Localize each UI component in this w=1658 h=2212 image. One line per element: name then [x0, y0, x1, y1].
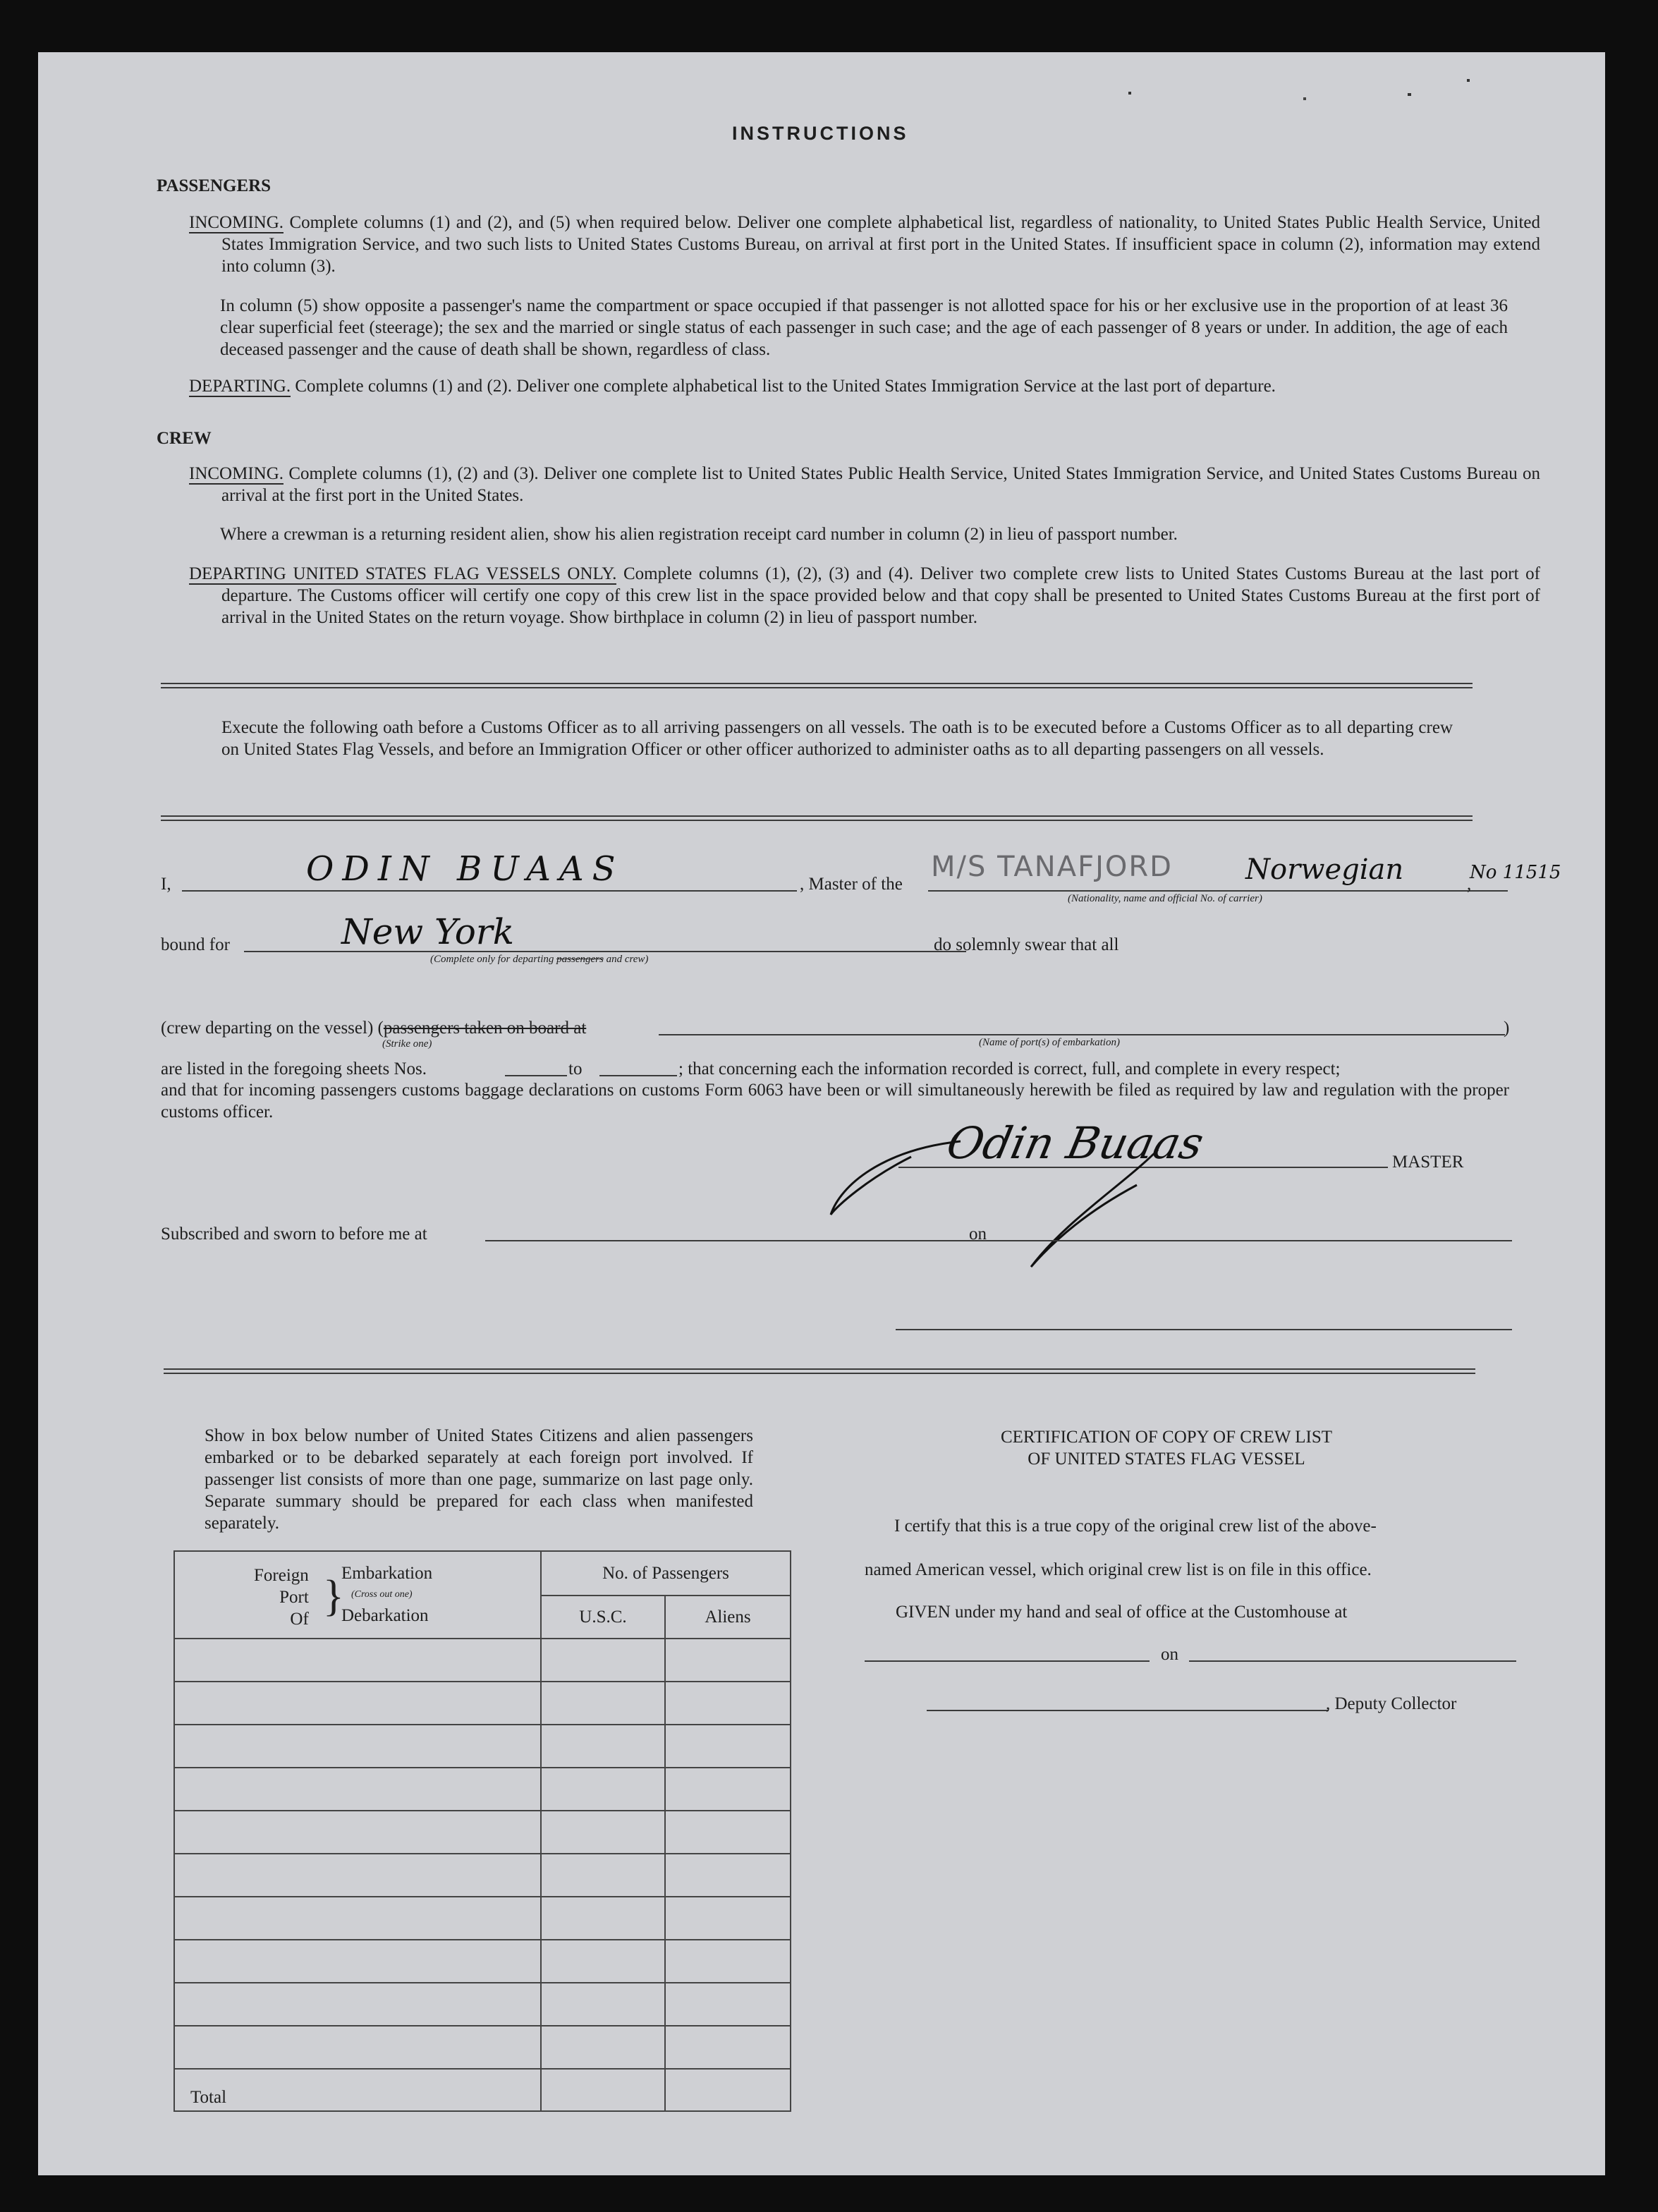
port-cell[interactable] [174, 1639, 541, 1682]
swear-label: do solemnly swear that all [934, 935, 1119, 954]
crew-incoming-paragraph [189, 463, 1540, 506]
usc-cell[interactable] [541, 1811, 665, 1854]
master-of-label: , Master of the [800, 875, 903, 894]
crew-departing-option [161, 1017, 586, 1039]
master-label: MASTER [1392, 1153, 1464, 1172]
document-page [38, 52, 1605, 2175]
table-row [174, 1725, 791, 1768]
subscribed-label: Subscribed and sworn to before me at [161, 1224, 427, 1244]
aliens-cell[interactable] [665, 2026, 791, 2069]
usc-cell[interactable] [541, 1639, 665, 1682]
passengers-heading: PASSENGERS [157, 176, 272, 195]
certification-line3: GIVEN under my hand and seal of office at the Customhouse at [896, 1603, 1348, 1622]
passengers-count-header: No. of Passengers [541, 1551, 791, 1596]
subscribed-on-label: on [969, 1224, 987, 1244]
passengers-departing-text: Complete columns (1) and (2). Deliver one complete alphabetical list to the United States Immigration Service at the last port of departure. [295, 377, 1276, 396]
sheet-to-line [599, 1075, 677, 1076]
table-row [174, 1768, 791, 1811]
aliens-cell[interactable] [665, 1854, 791, 1897]
port-cell[interactable] [174, 1897, 541, 1940]
table-row [174, 1940, 791, 1983]
ports-caption: (Name of port(s) of embarkation) [979, 1037, 1120, 1048]
passengers-column5-paragraph: In column (5) show opposite a passenger's name the compartment or space occupied if that passenger is not allotted space for his or her exclusive use in the proportion of at least 36 clear superficial feet (steerage); the sex and the married or single status of each passenger in such case; and the age of each passenger of 8 years or under. In addition, the age of each deceased passenger and the cause of death shall be shown, regardless of class. [220, 296, 1508, 359]
sheets-label: are listed in the foregoing sheets Nos. [161, 1059, 427, 1078]
crew-heading: CREW [157, 429, 212, 448]
usc-header: U.S.C. [541, 1596, 665, 1639]
crew-departing-paragraph [189, 563, 1540, 628]
table-row [174, 1811, 791, 1854]
crew-incoming-label: INCOMING. [189, 464, 284, 483]
complete-caption [430, 954, 648, 966]
oath-instruction: Execute the following oath before a Customs Officer as to all arriving passengers on all vessels. The oath is to be executed before a Customs Officer as to all departing crew on United States Flag Vessels, and before an Immigration Officer or other officer authorized to administer oaths as to all departing passengers on all vessels. [221, 718, 1453, 759]
of-label: Of [290, 1610, 309, 1629]
double-rule [161, 683, 1473, 688]
complete-caption-pre: (Complete only for departing [430, 954, 554, 965]
crew-departing-text: Complete columns (1), (2), (3) and (4). Deliver two complete crew lists to United States Customs Bureau at the last port of departure. The Customs officer will certify one copy of this crew list in the space provided below and that copy shall be presented to United States Customs Bureau at the first port of arrival in the United States on the return voyage. Show birthplace in column (2) in lieu of passport number. [221, 564, 1540, 627]
aliens-cell[interactable] [665, 1639, 791, 1682]
port-cell[interactable] [174, 1682, 541, 1725]
passengers-departing-paragraph [189, 375, 1508, 397]
customhouse-line [865, 1660, 1150, 1662]
complete-caption-post: and crew) [606, 954, 649, 965]
destination-handwritten: New York [341, 911, 514, 952]
usc-cell[interactable] [541, 1725, 665, 1768]
table-row [174, 1897, 791, 1940]
crew-departing-label: (crew departing on the vessel) ( [161, 1019, 384, 1038]
passengers-departing-label: DEPARTING. [189, 377, 291, 396]
brace-icon: } [323, 1572, 344, 1620]
to-label: to [568, 1059, 583, 1078]
aliens-header: Aliens [665, 1596, 791, 1639]
aliens-cell[interactable] [665, 1768, 791, 1811]
close-paren: ) [1504, 1019, 1510, 1038]
certification-heading [814, 1426, 1519, 1470]
subscribed-place-line [485, 1240, 997, 1241]
sheet-from-line [505, 1075, 567, 1076]
aliens-cell[interactable] [665, 1983, 791, 2026]
aliens-total-cell[interactable] [665, 2069, 791, 2111]
speck [1408, 93, 1411, 96]
speck [1467, 79, 1470, 82]
total-row [174, 2069, 791, 2111]
table-row [174, 2026, 791, 2069]
crew-resident-paragraph: Where a crewman is a returning resident alien, show his alien registration receipt card number in column (2) in lieu of passport number. [220, 525, 1178, 544]
usc-cell[interactable] [541, 2026, 665, 2069]
usc-cell[interactable] [541, 1854, 665, 1897]
deputy-signature-line [927, 1710, 1329, 1711]
certification-line2: named American vessel, which original crew list is on file in this office. [865, 1560, 1372, 1579]
port-cell[interactable] [174, 1768, 541, 1811]
crew-incoming-text: Complete columns (1), (2) and (3). Deliver one complete list to United States Public Health Service, United States Immigration Service, and United States Customs Bureau on arrival at the first port in the United States. [221, 464, 1540, 505]
nationality-handwritten: Norwegian [1245, 853, 1404, 886]
cross-out-label: (Cross out one) [351, 1589, 413, 1600]
aliens-cell[interactable] [665, 1811, 791, 1854]
ports-line [659, 1034, 1505, 1035]
declaration-text: and that for incoming passengers customs baggage declarations on customs Form 6063 have been or will simultaneously herewith be filed as required by law and regulation with the proper customs officer. [161, 1081, 1509, 1122]
passengers-struck: passengers taken on board at [383, 1019, 587, 1038]
page-title: INSTRUCTIONS [732, 123, 909, 144]
usc-cell[interactable] [541, 1983, 665, 2026]
usc-total-cell[interactable] [541, 2069, 665, 2111]
foreign-label: Foreign [254, 1566, 309, 1585]
table-row [174, 1854, 791, 1897]
passenger-summary-table [173, 1550, 791, 2112]
port-cell[interactable] [174, 1725, 541, 1768]
crew-departing-label: DEPARTING UNITED STATES FLAG VESSELS ONLY. [189, 564, 617, 583]
master-name-line [182, 890, 797, 892]
aliens-cell[interactable] [665, 1897, 791, 1940]
certification-line1: I certify that this is a true copy of the original crew list of the above- [894, 1517, 1377, 1536]
passengers-incoming-text: Complete columns (1) and (2), and (5) when required below. Deliver one complete alphabetical list, regardless of nationality, to United States Public Health Service, United States Immigration Service, and two such lists to United States Customs Bureau, on arrival at first port in the United States. If insufficient space in column (2), information may extend into column (3). [221, 213, 1541, 276]
table-row [174, 1639, 791, 1682]
official-number: No 11515 [1470, 862, 1561, 883]
usc-cell[interactable] [541, 1897, 665, 1940]
port-cell[interactable] [174, 2026, 541, 2069]
speck [1303, 97, 1306, 100]
comma: , [1467, 875, 1472, 894]
passengers-incoming-label: INCOMING. [189, 213, 284, 232]
aliens-cell[interactable] [665, 1940, 791, 1983]
table-row [174, 1682, 791, 1725]
subscribed-date-line [997, 1240, 1512, 1241]
complete-caption-struck: passengers [556, 954, 604, 965]
sheets-rest: ; that concerning each the information recorded is correct, full, and complete in every respect; [678, 1059, 1341, 1078]
total-label: Total [174, 2069, 541, 2111]
embarkation-label: Embarkation [341, 1564, 433, 1583]
usc-cell[interactable] [541, 1768, 665, 1811]
signature-flourish [827, 1129, 1221, 1277]
certification-heading-line1: CERTIFICATION OF COPY OF CREW LIST [1000, 1428, 1333, 1447]
vessel-line [928, 890, 1508, 892]
port-cell[interactable] [174, 1983, 541, 2026]
debarkation-label: Debarkation [341, 1606, 429, 1625]
port-cell[interactable] [174, 1940, 541, 1983]
nationality-caption: (Nationality, name and official No. of carrier) [1068, 893, 1262, 904]
summary-instructions: Show in box below number of United States Citizens and alien passengers embarked or to be debarked separately at each foreign port involved. If passenger list consists of more than one page, summarize on last page only. Separate summary should be prepared for each class when manifested separately. [205, 1426, 753, 1533]
speck [1128, 92, 1131, 95]
certification-heading-line2: OF UNITED STATES FLAG VESSEL [1028, 1450, 1305, 1469]
double-rule [164, 1368, 1475, 1374]
certification-on-label: on [1161, 1645, 1178, 1664]
strike-one-caption: (Strike one) [382, 1038, 432, 1050]
i-label: I, [161, 875, 171, 894]
certification-date-line [1189, 1660, 1516, 1662]
passengers-incoming-paragraph [189, 212, 1540, 277]
port-header-cell [174, 1551, 541, 1639]
table-row [174, 1983, 791, 2026]
deputy-collector-label: , Deputy Collector [1326, 1694, 1457, 1713]
usc-cell[interactable] [541, 1682, 665, 1725]
double-rule [161, 815, 1473, 821]
port-cell[interactable] [174, 1854, 541, 1897]
port-cell[interactable] [174, 1811, 541, 1854]
aliens-cell[interactable] [665, 1725, 791, 1768]
officer-signature-line [896, 1329, 1512, 1330]
master-name-handwritten: ODIN BUAAS [306, 849, 624, 889]
master-signature: Odin Buaas [942, 1117, 1208, 1169]
usc-cell[interactable] [541, 1940, 665, 1983]
aliens-cell[interactable] [665, 1682, 791, 1725]
port-label: Port [279, 1588, 309, 1607]
bound-for-label: bound for [161, 935, 230, 954]
vessel-stamp: M/S TANAFJORD [931, 851, 1173, 883]
